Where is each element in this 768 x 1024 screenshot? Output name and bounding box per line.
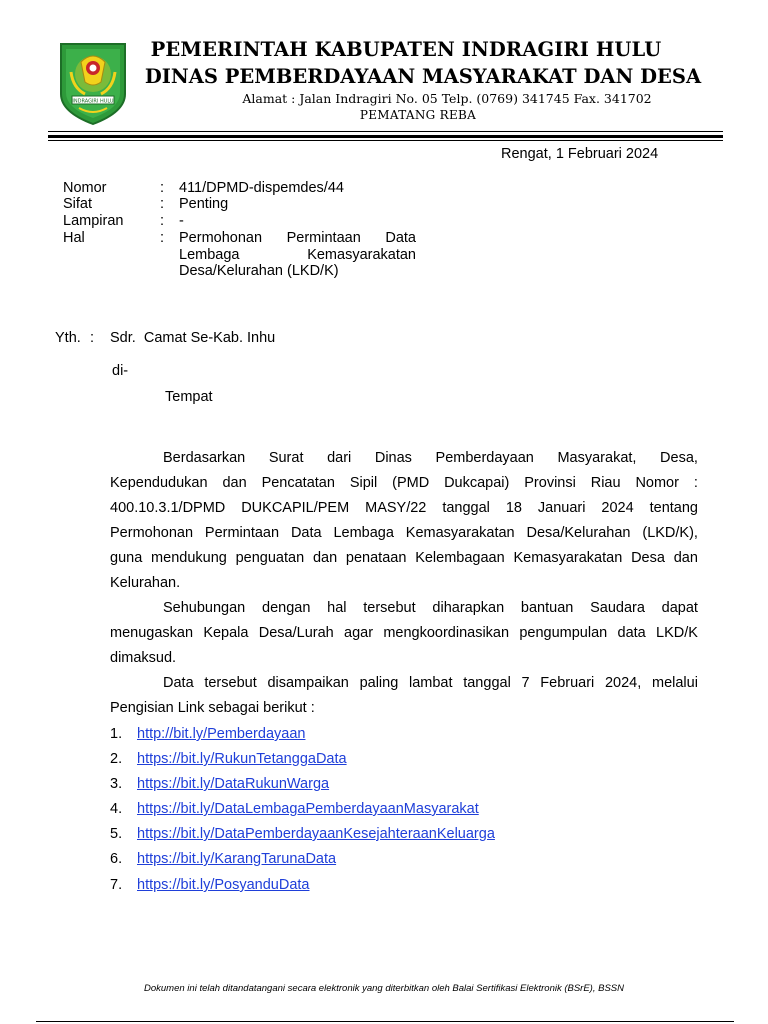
paragraph-line bbox=[110, 521, 698, 546]
link-data-lembaga-pemberdayaan-masyarakat[interactable]: https://bit.ly/DataLembagaPemberdayaanMasyarakat bbox=[137, 801, 479, 817]
word: bantuan bbox=[520, 600, 574, 616]
letterhead-divider-top bbox=[48, 131, 723, 132]
word: Desa/Kelurahan bbox=[526, 525, 631, 541]
word: disampaikan bbox=[267, 675, 349, 691]
word: 2024, bbox=[604, 675, 642, 691]
footer-divider bbox=[36, 1021, 734, 1022]
word: lambat bbox=[408, 675, 453, 691]
list-number: 6. bbox=[110, 851, 123, 867]
link-list-item bbox=[110, 801, 479, 817]
word: MASY/22 bbox=[365, 500, 427, 516]
word: Pencatatan bbox=[261, 475, 335, 491]
word: dari bbox=[327, 450, 352, 466]
word: melalui bbox=[651, 675, 698, 691]
paragraph-line bbox=[110, 496, 698, 521]
word: (PMD bbox=[392, 475, 430, 491]
letterhead-city: PEMATANG REBA bbox=[359, 108, 477, 122]
word: tentang bbox=[649, 500, 698, 516]
paragraph-line: Kelurahan. bbox=[110, 575, 181, 591]
word: dan bbox=[312, 550, 338, 566]
word: tanggal bbox=[442, 500, 490, 516]
link-rukun-tetangga-data[interactable]: https://bit.ly/RukunTetanggaData bbox=[137, 751, 347, 767]
word: penguatan bbox=[235, 550, 305, 566]
letterhead-address: Alamat : Jalan Indragiri No. 05 Telp. (0769) 341745 Fax. 341702 bbox=[242, 91, 652, 106]
word: (LKD/K), bbox=[642, 525, 698, 541]
meta-colon: : bbox=[160, 213, 165, 229]
meta-value-nomor: 411/DPMD-dispemdes/44 bbox=[179, 180, 344, 196]
word: : bbox=[693, 475, 698, 491]
word: Sehubungan bbox=[163, 600, 246, 616]
word: agar bbox=[344, 625, 374, 641]
word: Saudara bbox=[590, 600, 645, 616]
letterhead-government-name: PEMERINTAH KABUPATEN INDRAGIRI HULU bbox=[150, 38, 662, 61]
recipient-name: Sdr. Camat Se-Kab. Inhu bbox=[110, 330, 276, 346]
meta-label-nomor: Nomor bbox=[63, 180, 107, 196]
word: Desa, bbox=[660, 450, 698, 466]
word: penataan bbox=[345, 550, 407, 566]
paragraph-line bbox=[110, 621, 698, 646]
word: Dukcapai) bbox=[444, 475, 510, 491]
meta-value-sifat: Penting bbox=[179, 196, 229, 212]
paragraph-line bbox=[110, 671, 698, 696]
word: Sipil bbox=[349, 475, 378, 491]
word: Data bbox=[385, 230, 416, 246]
word: tersebut bbox=[363, 600, 416, 616]
word: Kemasyarakatan bbox=[307, 246, 416, 263]
meta-colon: : bbox=[160, 180, 165, 196]
word: Nomor bbox=[635, 475, 679, 491]
link-karang-taruna-data[interactable]: https://bit.ly/KarangTarunaData bbox=[137, 851, 337, 867]
word: Januari bbox=[537, 500, 586, 516]
list-number: 2. bbox=[110, 751, 123, 767]
link-list-item bbox=[110, 776, 329, 792]
word: mendukung bbox=[151, 550, 227, 566]
link-pemberdayaan[interactable]: http://bit.ly/Pemberdayaan bbox=[137, 726, 306, 742]
meta-value-hal bbox=[179, 230, 416, 280]
word: Permintaan bbox=[286, 230, 361, 246]
word: 400.10.3.1/DPMD bbox=[110, 500, 226, 516]
hal-line bbox=[179, 230, 416, 247]
recipient-place: Tempat bbox=[165, 389, 213, 405]
word: Februari bbox=[540, 675, 595, 691]
recipient-di: di- bbox=[112, 363, 129, 379]
letterhead-divider-bottom bbox=[48, 140, 723, 141]
word: Dinas bbox=[374, 450, 412, 466]
list-number: 7. bbox=[110, 877, 123, 893]
word: Riau bbox=[590, 475, 621, 491]
logo-banner-text: INDRAGIRI HULU bbox=[72, 98, 114, 105]
word: Lembaga bbox=[333, 525, 394, 541]
meta-colon: : bbox=[160, 196, 165, 212]
paragraph-line bbox=[110, 471, 698, 496]
word: Masyarakat, bbox=[557, 450, 637, 466]
word: DUKCAPIL/PEM bbox=[241, 500, 350, 516]
paragraph-3 bbox=[110, 671, 698, 721]
word: dapat bbox=[661, 600, 698, 616]
link-list-item bbox=[110, 826, 495, 842]
word: 2024 bbox=[601, 500, 634, 516]
link-posyandu-data[interactable]: https://bit.ly/PosyanduData bbox=[137, 877, 310, 893]
recipient-colon: : bbox=[90, 330, 95, 346]
word: guna bbox=[110, 550, 143, 566]
word: 7 bbox=[521, 675, 530, 691]
word: dan bbox=[222, 475, 247, 491]
word: tanggal bbox=[463, 675, 511, 691]
word: Berdasarkan bbox=[163, 450, 246, 466]
list-number: 1. bbox=[110, 726, 123, 742]
word: paling bbox=[359, 675, 399, 691]
word: Data bbox=[163, 675, 194, 691]
meta-label-lampiran: Lampiran bbox=[63, 213, 124, 229]
word: hal bbox=[327, 600, 347, 616]
word: Kemasyarakatan bbox=[405, 525, 515, 541]
list-number: 5. bbox=[110, 826, 123, 842]
meta-label-hal: Hal bbox=[63, 230, 85, 246]
link-list-item bbox=[110, 851, 336, 867]
word: Kependudukan bbox=[110, 475, 208, 491]
paragraph-line bbox=[110, 546, 698, 571]
word: Desa bbox=[631, 550, 665, 566]
paragraph-2 bbox=[110, 596, 698, 671]
paragraph-line: Pengisian Link sebagai berikut : bbox=[110, 700, 315, 716]
word: LKD/K bbox=[656, 625, 698, 641]
word: 18 bbox=[505, 500, 522, 516]
word: Pemberdayaan bbox=[435, 450, 534, 466]
word: Data bbox=[290, 525, 322, 541]
word: Lembaga bbox=[179, 246, 240, 263]
word: Desa/Lurah bbox=[258, 625, 334, 641]
letterhead-agency-name: DINAS PEMBERDAYAAN MASYARAKAT DAN DESA bbox=[144, 65, 702, 88]
word: mengkoordinasikan bbox=[383, 625, 510, 641]
paragraph-line bbox=[110, 596, 698, 621]
link-data-rukun-warga[interactable]: https://bit.ly/DataRukunWarga bbox=[137, 776, 330, 792]
letterhead-divider-thick bbox=[48, 135, 723, 138]
word: Permintaan bbox=[204, 525, 280, 541]
word: dengan bbox=[262, 600, 311, 616]
word: Kelembagaan bbox=[415, 550, 505, 566]
list-number: 4. bbox=[110, 801, 123, 817]
word: diharapkan bbox=[432, 600, 505, 616]
meta-label-sifat: Sifat bbox=[63, 196, 93, 212]
recipient-yth: Yth. bbox=[55, 330, 81, 346]
word: Surat bbox=[268, 450, 304, 466]
word: Permohonan bbox=[179, 230, 263, 246]
link-data-pemberdayaan-kesejahteraan-keluarga[interactable]: https://bit.ly/DataPemberdayaanKesejahteraanKeluarga bbox=[137, 826, 495, 842]
link-list-item bbox=[110, 726, 305, 742]
word: dan bbox=[673, 550, 698, 566]
word: tersebut bbox=[204, 675, 257, 691]
word: Provinsi bbox=[524, 475, 576, 491]
regency-emblem-logo bbox=[59, 42, 127, 126]
paragraph-line: dimaksud. bbox=[110, 650, 177, 666]
paragraph-line bbox=[110, 446, 698, 471]
link-list-item bbox=[110, 751, 347, 767]
paragraph-1 bbox=[110, 446, 698, 596]
list-number: 3. bbox=[110, 776, 123, 792]
meta-colon: : bbox=[160, 230, 165, 246]
word: Permohonan bbox=[110, 525, 194, 541]
hal-line: Desa/Kelurahan (LKD/K) bbox=[179, 263, 339, 279]
word: pengumpulan bbox=[519, 625, 608, 641]
word: Kemasyarakatan bbox=[513, 550, 623, 566]
link-list-item bbox=[110, 877, 310, 893]
word: Kepala bbox=[203, 625, 249, 641]
electronic-signature-note: Dokumen ini telah ditandatangani secara elektronik yang diterbitkan oleh Balai Sertifikasi Elektronik (BSrE), BSSN bbox=[144, 983, 624, 994]
word: data bbox=[617, 625, 646, 641]
word: menugaskan bbox=[110, 625, 194, 641]
meta-value-lampiran: - bbox=[179, 213, 184, 229]
letter-date: Rengat, 1 Februari 2024 bbox=[501, 146, 659, 162]
hal-line bbox=[179, 247, 416, 264]
